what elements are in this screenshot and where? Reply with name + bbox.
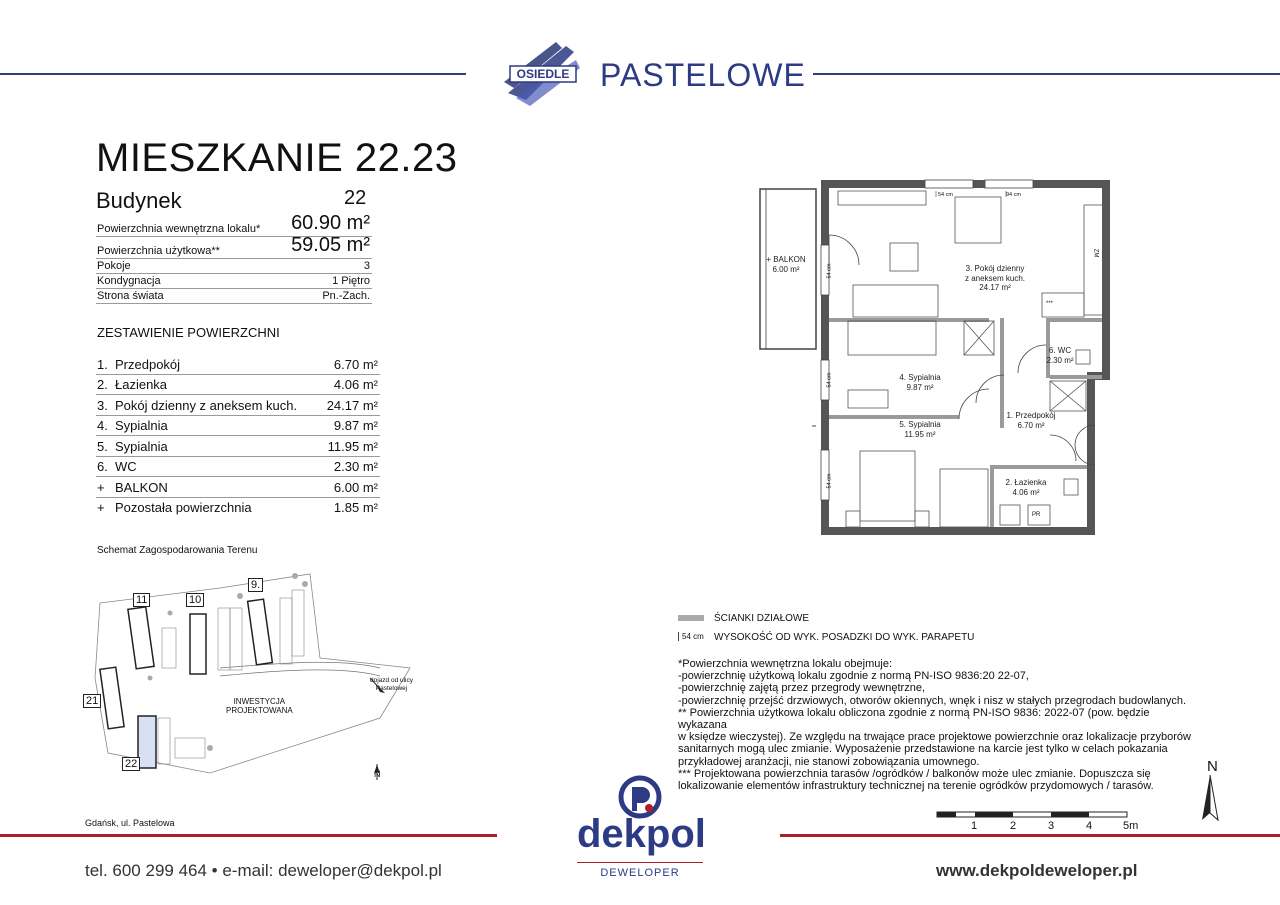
summary-row [96,374,380,395]
summary-name: Pokój dzienny z aneksem kuch. [115,398,298,413]
note-line: lokalizowanie elementów infrastruktury technicznej na terenie ogródków przydomowych / tarasów. [678,780,1154,793]
note-line: -powierzchnię zajętą przez przegrody wewnętrzne, [678,682,926,695]
summary-name: Sypialnia [115,439,168,454]
site-building [190,614,206,674]
site-building-22-label: 22 [122,757,140,771]
summary-name: WC [115,459,137,474]
footer-rule-left [0,834,497,837]
param-value: 1 Piętro [332,275,370,287]
building-label: Budynek [96,188,182,213]
summary-name: Przedpokój [115,357,181,372]
param-value: 60.90 m² [291,212,370,234]
summary-num: 2. [97,377,108,392]
scale-tick: 2 [1010,820,1017,832]
window [925,180,973,188]
summary-area: 24.17 m² [326,398,378,413]
summary-row [96,395,380,416]
param-row [96,273,372,289]
summary-num: + [97,480,105,495]
brand-name: PASTELOWE [600,57,806,93]
room-label-wc: 6. WC 2.30 m² [1046,346,1074,365]
note-line: -powierzchnię użytkową lokalu zgodnie z normą PN-ISO 9836:20 22-07, [678,670,1029,683]
summary-num: 6. [97,459,108,474]
summary-row [96,436,380,457]
north-arrow-icon [1198,775,1222,825]
note-line: sanitarnych mogą ulec zmianie. Wyposażenie przedstawione na karcie jest tylko w celach pokazania [678,743,1168,756]
developer-name: dekpol [577,812,706,856]
note-line: w księdze wieczystej). Ze względu na trwające prace projektowe powierzchnie oraz lokalizacje przyborów [678,731,1191,744]
site-building [128,607,154,669]
header-rule-left [0,73,466,75]
footer-website: www.dekpoldeweloper.pl [936,861,1138,880]
summary-name: Pozostała powierzchnia [115,500,252,515]
param-label: Kondygnacja [97,275,161,287]
legend-height-sample: 54 cm [678,632,704,641]
site-building-11-label: 11 [133,593,150,607]
site-north-label: N [374,769,381,779]
footer-rule-right [780,834,1280,837]
summary-row [96,497,380,517]
param-value: Pn.-Zach. [322,290,370,302]
sill-height-label: 54 cm [826,263,833,279]
legend-partition-swatch [678,615,704,621]
summary-num: + [97,500,105,515]
fixture-stars-label: *** [1046,301,1054,307]
room-label-living: 3. Pokój dzienny z aneksem kuch. 24.17 m² [964,264,1026,292]
scale-tick: 5m [1123,820,1139,832]
site-investment-label: INWESTYCJA PROJEKTOWANA [226,697,293,715]
legend-partitions: ŚCIANKI DZIAŁOWE [714,613,810,624]
legend-height-text: WYSOKOŚĆ OD WYK. POSADZKI DO WYK. PARAPETU [714,632,975,643]
north-label: N [1207,758,1218,775]
param-label: Strona świata [97,290,164,302]
note-line: *Powierzchnia wewnętrzna lokalu obejmuje: [678,658,893,670]
summary-area: 9.87 m² [333,418,378,433]
room-label-hall: 1. Przedpokój 6.70 m² [1006,411,1056,430]
scale-bar [935,810,1135,820]
site-access-label: dojazd od ulicy Pastelowej [370,677,413,692]
site-location: Gdańsk, ul. Pastelowa [85,818,175,828]
summary-name: BALKON [115,480,168,495]
summary-num: 4. [97,418,108,433]
summary-area: 6.70 m² [333,357,378,372]
sill-height-label: 94 cm [1006,192,1021,198]
param-value: 59.05 m² [291,234,370,256]
site-building-21-label: 21 [83,694,101,708]
sill-height-label: 54 cm [826,372,833,388]
note-line: ** Powierzchnia użytkowa lokalu obliczona zgodnie z normą PN-ISO 9836: 2022-07 (pow. będzie wykazana [678,706,1150,732]
window [985,180,1033,188]
site-building [248,599,273,665]
site-building-9-label: 9. [248,578,263,592]
summary-name: Łazienka [115,377,168,392]
sill-height-label: 54 cm [938,192,953,198]
param-label: Powierzchnia użytkowa** [97,245,220,257]
summary-area: 4.06 m² [333,377,378,392]
summary-area: 11.95 m² [327,439,378,454]
fixture-zm-label: ZM [1092,248,1099,258]
param-value: 3 [363,260,370,272]
logo-badge: OSIEDLE [516,67,570,81]
note-line: przykładowej aranżacji, nie stanowi zobowiązania umownego. [678,755,980,768]
room-label-balkon: + BALKON 6.00 m² [766,255,806,274]
site-building [100,667,124,729]
summary-num: 5. [97,439,108,454]
brand-logo [496,38,586,110]
param-row [96,236,372,259]
site-building [138,716,156,768]
scale-tick: 3 [1048,820,1055,832]
notes [678,658,1198,792]
site-plan-title: Schemat Zagospodarowania Terenu [97,545,258,556]
footer-contact: tel. 600 299 464 • e-mail: deweloper@dekpol.pl [85,861,442,880]
summary-area: 2.30 m² [333,459,378,474]
site-building-10-label: 10 [186,593,204,607]
summary-row [96,415,380,436]
fixture-pr-label: PR [1032,512,1041,518]
summary-num: 1. [97,357,108,372]
page-title: MIESZKANIE 22.23 [96,136,458,180]
scale-tick: 1 [971,820,978,832]
param-row [96,258,372,274]
summary-row [96,456,380,477]
summary-title: ZESTAWIENIE POWIERZCHNI [97,325,280,340]
param-row [96,288,372,304]
building-value: 22 [344,187,367,209]
param-label: Pokoje [97,260,131,272]
summary-area: 1.85 m² [333,500,378,515]
param-label: Powierzchnia wewnętrzna lokalu* [97,223,261,235]
note-line: *** Projektowana powierzchnia tarasów /ogródków / balkonów może ulec zmianie. Dopuszcza się [678,767,1151,780]
summary-name: Sypialnia [115,418,168,433]
note-line: -powierzchnię przejść drzwiowych, otworów okiennych, wnęk i nisz w stałych przegrodach budowlanych. [678,694,1187,707]
summary-row [96,477,380,498]
developer-sub: DEWELOPER [600,867,680,879]
room-label-bed4: 4. Sypialnia 9.87 m² [899,373,941,392]
summary-row [96,354,380,375]
developer-rule [577,862,703,863]
sill-height-label: 54 cm [826,473,833,489]
room-label-bed5: 5. Sypialnia 11.95 m² [899,420,941,439]
summary-area: 6.00 m² [333,480,378,495]
room-label-bath: 2. Łazienka 4.06 m² [1005,478,1047,497]
scale-tick: 4 [1086,820,1093,832]
header-rule-right [813,73,1280,75]
summary-num: 3. [97,398,108,413]
